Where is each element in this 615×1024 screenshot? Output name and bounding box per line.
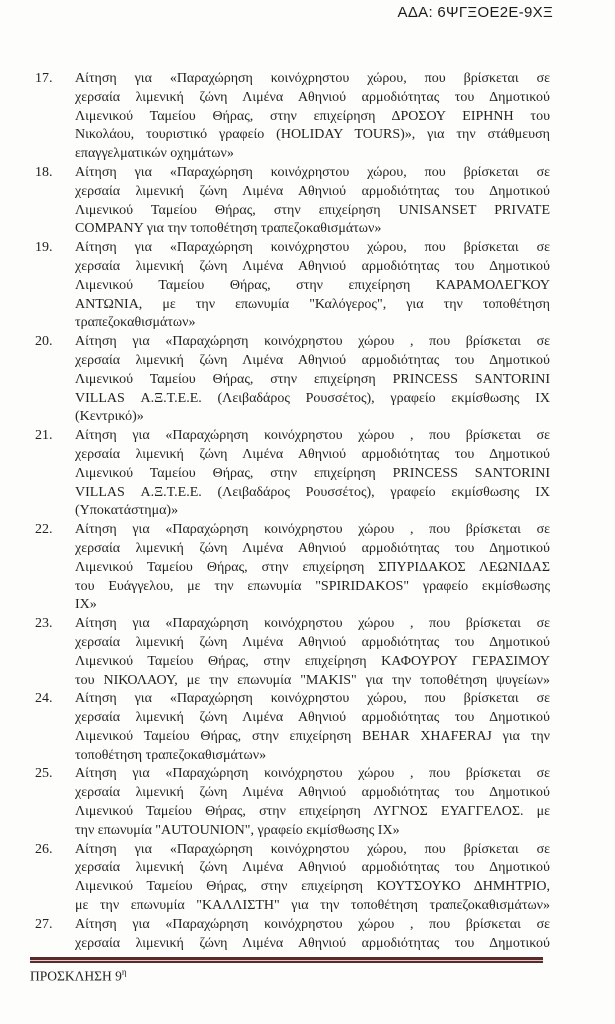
- item-number: 19.: [35, 240, 53, 256]
- item-number: 17.: [35, 71, 53, 86]
- document-line: με την επωνυμία "ΚΑΛΛΙΣΤΗ" για την τοποθέτηση τραπεζοκαθισμάτων»: [75, 898, 550, 914]
- document-line: χερσαία λιμενική ζώνη Λιμένα Αθηνιού αρμοδιότητας του Δημοτικού: [75, 352, 550, 368]
- footer-label: [30, 967, 543, 985]
- document-line: χερσαία λιμενική ζώνη Λιμένα Αθηνιού αρμοδιότητας του Δημοτικού: [75, 860, 550, 876]
- document-line: Αίτηση για «Παραχώρηση κοινόχρηστου χώρου , που βρίσκεται σε: [75, 616, 550, 632]
- document-line: ΙΧ»: [75, 597, 97, 613]
- document-line: του ΝΙΚΟΛΑΟΥ, με την επωνυμία "MAKIS" για την τοποθέτηση ψυγείων»: [75, 672, 550, 688]
- document-line: Αίτηση για «Παραχώρηση κοινόχρηστου χώρου, που βρίσκεται σε: [75, 691, 550, 707]
- item-number: 18.: [35, 164, 53, 180]
- list-item-27: [35, 916, 550, 954]
- applications-list: [35, 70, 550, 953]
- item-number: 22.: [35, 522, 53, 538]
- list-item-17: [35, 70, 550, 164]
- document-line: Αίτηση για «Παραχώρηση κοινόχρηστου χώρου, που βρίσκεται σε: [75, 164, 550, 180]
- document-line: χερσαία λιμενική ζώνη Λιμένα Αθηνιού αρμοδιότητας του Δημοτικού: [75, 710, 550, 726]
- item-number: 25.: [35, 766, 53, 782]
- document-line: τραπεζοκαθισμάτων»: [75, 315, 196, 331]
- document-line: (Υποκατάστημα)»: [75, 503, 179, 519]
- item-text: [75, 521, 550, 615]
- document-line: Λιμενικού Ταμείου Θήρας, στην επιχείρηση ΚΑΦΟΥΡΟΥ ΓΕΡΑΣΙΜΟΥ: [75, 653, 550, 669]
- document-line: χερσαία λιμενική ζώνη Λιμένα Αθηνιού αρμοδιότητας του Δημοτικού: [75, 540, 550, 556]
- document-line: του Ευάγγελου, με την επωνυμία "SPIRIDAKOS" γραφείο εκμίσθωσης: [75, 578, 550, 594]
- document-line: χερσαία λιμενική ζώνη Λιμένα Αθηνιού αρμοδιότητας του Δημοτικού: [75, 89, 550, 105]
- footer-label-text: ΠΡΟΣΚΛΗΣΗ: [30, 968, 112, 984]
- document-line: Λιμενικού Ταμείου Θήρας, στην επιχείρηση ΚΑΡΑΜΟΛΕΓΚΟΥ: [75, 277, 550, 293]
- item-number: 27.: [35, 916, 53, 932]
- item-text: [75, 427, 550, 521]
- document-line: Λιμενικού Ταμείου Θήρας, στην επιχείρηση PRINCESS SANTORINI: [75, 465, 550, 481]
- list-item-23: [35, 615, 550, 690]
- footer-number: 9: [115, 968, 122, 984]
- document-line: Λιμενικού Ταμείου Θήρας, στην επιχείρηση ΣΠΥΡΙΔΑΚΟΣ ΛΕΩΝΙΔΑΣ: [75, 559, 550, 575]
- document-line: Λιμενικού Ταμείου Θήρας, στην επιχείρηση ΔΡΟΣΟΥ ΕΙΡΗΝΗ του: [75, 108, 550, 124]
- list-item-24: [35, 690, 550, 765]
- item-text: [75, 841, 550, 916]
- ada-code: ΑΔΑ: 6ΨΓΞΟΕ2Ε-9ΧΞ: [397, 4, 553, 21]
- document-line: VILLAS Α.Ξ.Τ.Ε.Ε. (Λειβαδάρος Ρουσσέτος), γραφείο εκμίσθωσης ΙΧ: [75, 484, 550, 500]
- document-line: επαγγελματικών οχημάτων»: [75, 146, 234, 162]
- document-line: χερσαία λιμενική ζώνη Λιμένα Αθηνιού αρμοδιότητας του Δημοτικού: [75, 634, 550, 650]
- item-text: [75, 615, 550, 690]
- document-line: χερσαία λιμενική ζώνη Λιμένα Αθηνιού αρμοδιότητας του Δημοτικού: [75, 785, 550, 801]
- document-line: την επωνυμία "AUTOUNION", γραφείο εκμίσθωσης ΙΧ»: [75, 822, 400, 838]
- list-item-19: [35, 239, 550, 333]
- document-line: Λιμενικού Ταμείου Θήρας, στην επιχείρηση UNISANSET PRIVATE: [75, 202, 550, 218]
- document-line: χερσαία λιμενική ζώνη Λιμένα Αθηνιού αρμοδιότητας του Δημοτικού: [75, 935, 550, 951]
- document-line: Αίτηση για «Παραχώρηση κοινόχρηστου χώρου , που βρίσκεται σε: [75, 428, 550, 444]
- item-text: [75, 916, 550, 954]
- item-number: 26.: [35, 841, 53, 857]
- document-line: χερσαία λιμενική ζώνη Λιμένα Αθηνιού αρμοδιότητας του Δημοτικού: [75, 183, 550, 199]
- document-line: Λιμενικού Ταμείου Θήρας, στην επιχείρηση ΚΟΥΤΣΟΥΚΟ ΔΗΜΗΤΡΙΟ,: [75, 879, 550, 895]
- item-text: [75, 765, 550, 840]
- document-line: Αίτηση για «Παραχώρηση κοινόχρηστου χώρου , που βρίσκεται σε: [75, 522, 550, 538]
- item-text: [75, 164, 550, 239]
- document-line: χερσαία λιμενική ζώνη Λιμένα Αθηνιού αρμοδιότητας του Δημοτικού: [75, 446, 550, 462]
- document-line: Λιμενικού Ταμείου Θήρας, στην επιχείρηση BEHAR XHAFERAJ για την: [75, 728, 550, 744]
- item-number: 20.: [35, 334, 53, 350]
- document-line: COMPANY για την τοποθέτηση τραπεζοκαθισμάτων»: [75, 221, 382, 237]
- list-item-18: [35, 164, 550, 239]
- document-line: Νικολάου, τουριστικό γραφείο (HOLIDAY TOURS)», για την στάθμευση: [75, 127, 550, 143]
- document-line: Αίτηση για «Παραχώρηση κοινόχρηστου χώρου, που βρίσκεται σε: [75, 71, 550, 86]
- document-line: ΑΝΤΩΝΙΑ, με την επωνυμία "Καλόγερος", για την τοποθέτηση: [75, 296, 550, 312]
- item-text: [75, 690, 550, 765]
- footer-rule: [30, 957, 543, 963]
- list-item-25: [35, 765, 550, 840]
- item-number: 23.: [35, 616, 53, 632]
- document-line: Λιμενικού Ταμείου Θήρας, στην επιχείρηση PRINCESS SANTORINI: [75, 371, 550, 387]
- document-line: Λιμενικού Ταμείου Θήρας, στην επιχείρηση ΛΥΓΝΟΣ ΕΥΑΓΓΕΛΟΣ. με: [75, 804, 550, 820]
- list-item-26: [35, 841, 550, 916]
- page-footer: [30, 957, 543, 985]
- document-line: χερσαία λιμενική ζώνη Λιμένα Αθηνιού αρμοδιότητας του Δημοτικού: [75, 258, 550, 274]
- document-line: (Κεντρικό)»: [75, 409, 144, 425]
- document-line: Αίτηση για «Παραχώρηση κοινόχρηστου χώρου , που βρίσκεται σε: [75, 916, 550, 932]
- item-number: 21.: [35, 428, 53, 444]
- footer-number-superscript: η: [121, 967, 127, 977]
- document-line: Αίτηση για «Παραχώρηση κοινόχρηστου χώρου , που βρίσκεται σε: [75, 766, 550, 782]
- item-text: [75, 239, 550, 333]
- list-item-22: [35, 521, 550, 615]
- document-line: Αίτηση για «Παραχώρηση κοινόχρηστου χώρου, που βρίσκεται σε: [75, 841, 550, 857]
- item-number: 24.: [35, 691, 53, 707]
- list-item-21: [35, 427, 550, 521]
- item-text: [75, 333, 550, 427]
- list-item-20: [35, 333, 550, 427]
- document-line: Αίτηση για «Παραχώρηση κοινόχρηστου χώρου , που βρίσκεται σε: [75, 334, 550, 350]
- document-line: Αίτηση για «Παραχώρηση κοινόχρηστου χώρου, που βρίσκεται σε: [75, 240, 550, 256]
- document-line: τοποθέτηση τραπεζοκαθισμάτων»: [75, 747, 267, 763]
- document-line: VILLAS Α.Ξ.Τ.Ε.Ε. (Λειβαδάρος Ρουσσέτος), γραφείο εκμίσθωσης ΙΧ: [75, 390, 550, 406]
- item-text: [75, 70, 550, 164]
